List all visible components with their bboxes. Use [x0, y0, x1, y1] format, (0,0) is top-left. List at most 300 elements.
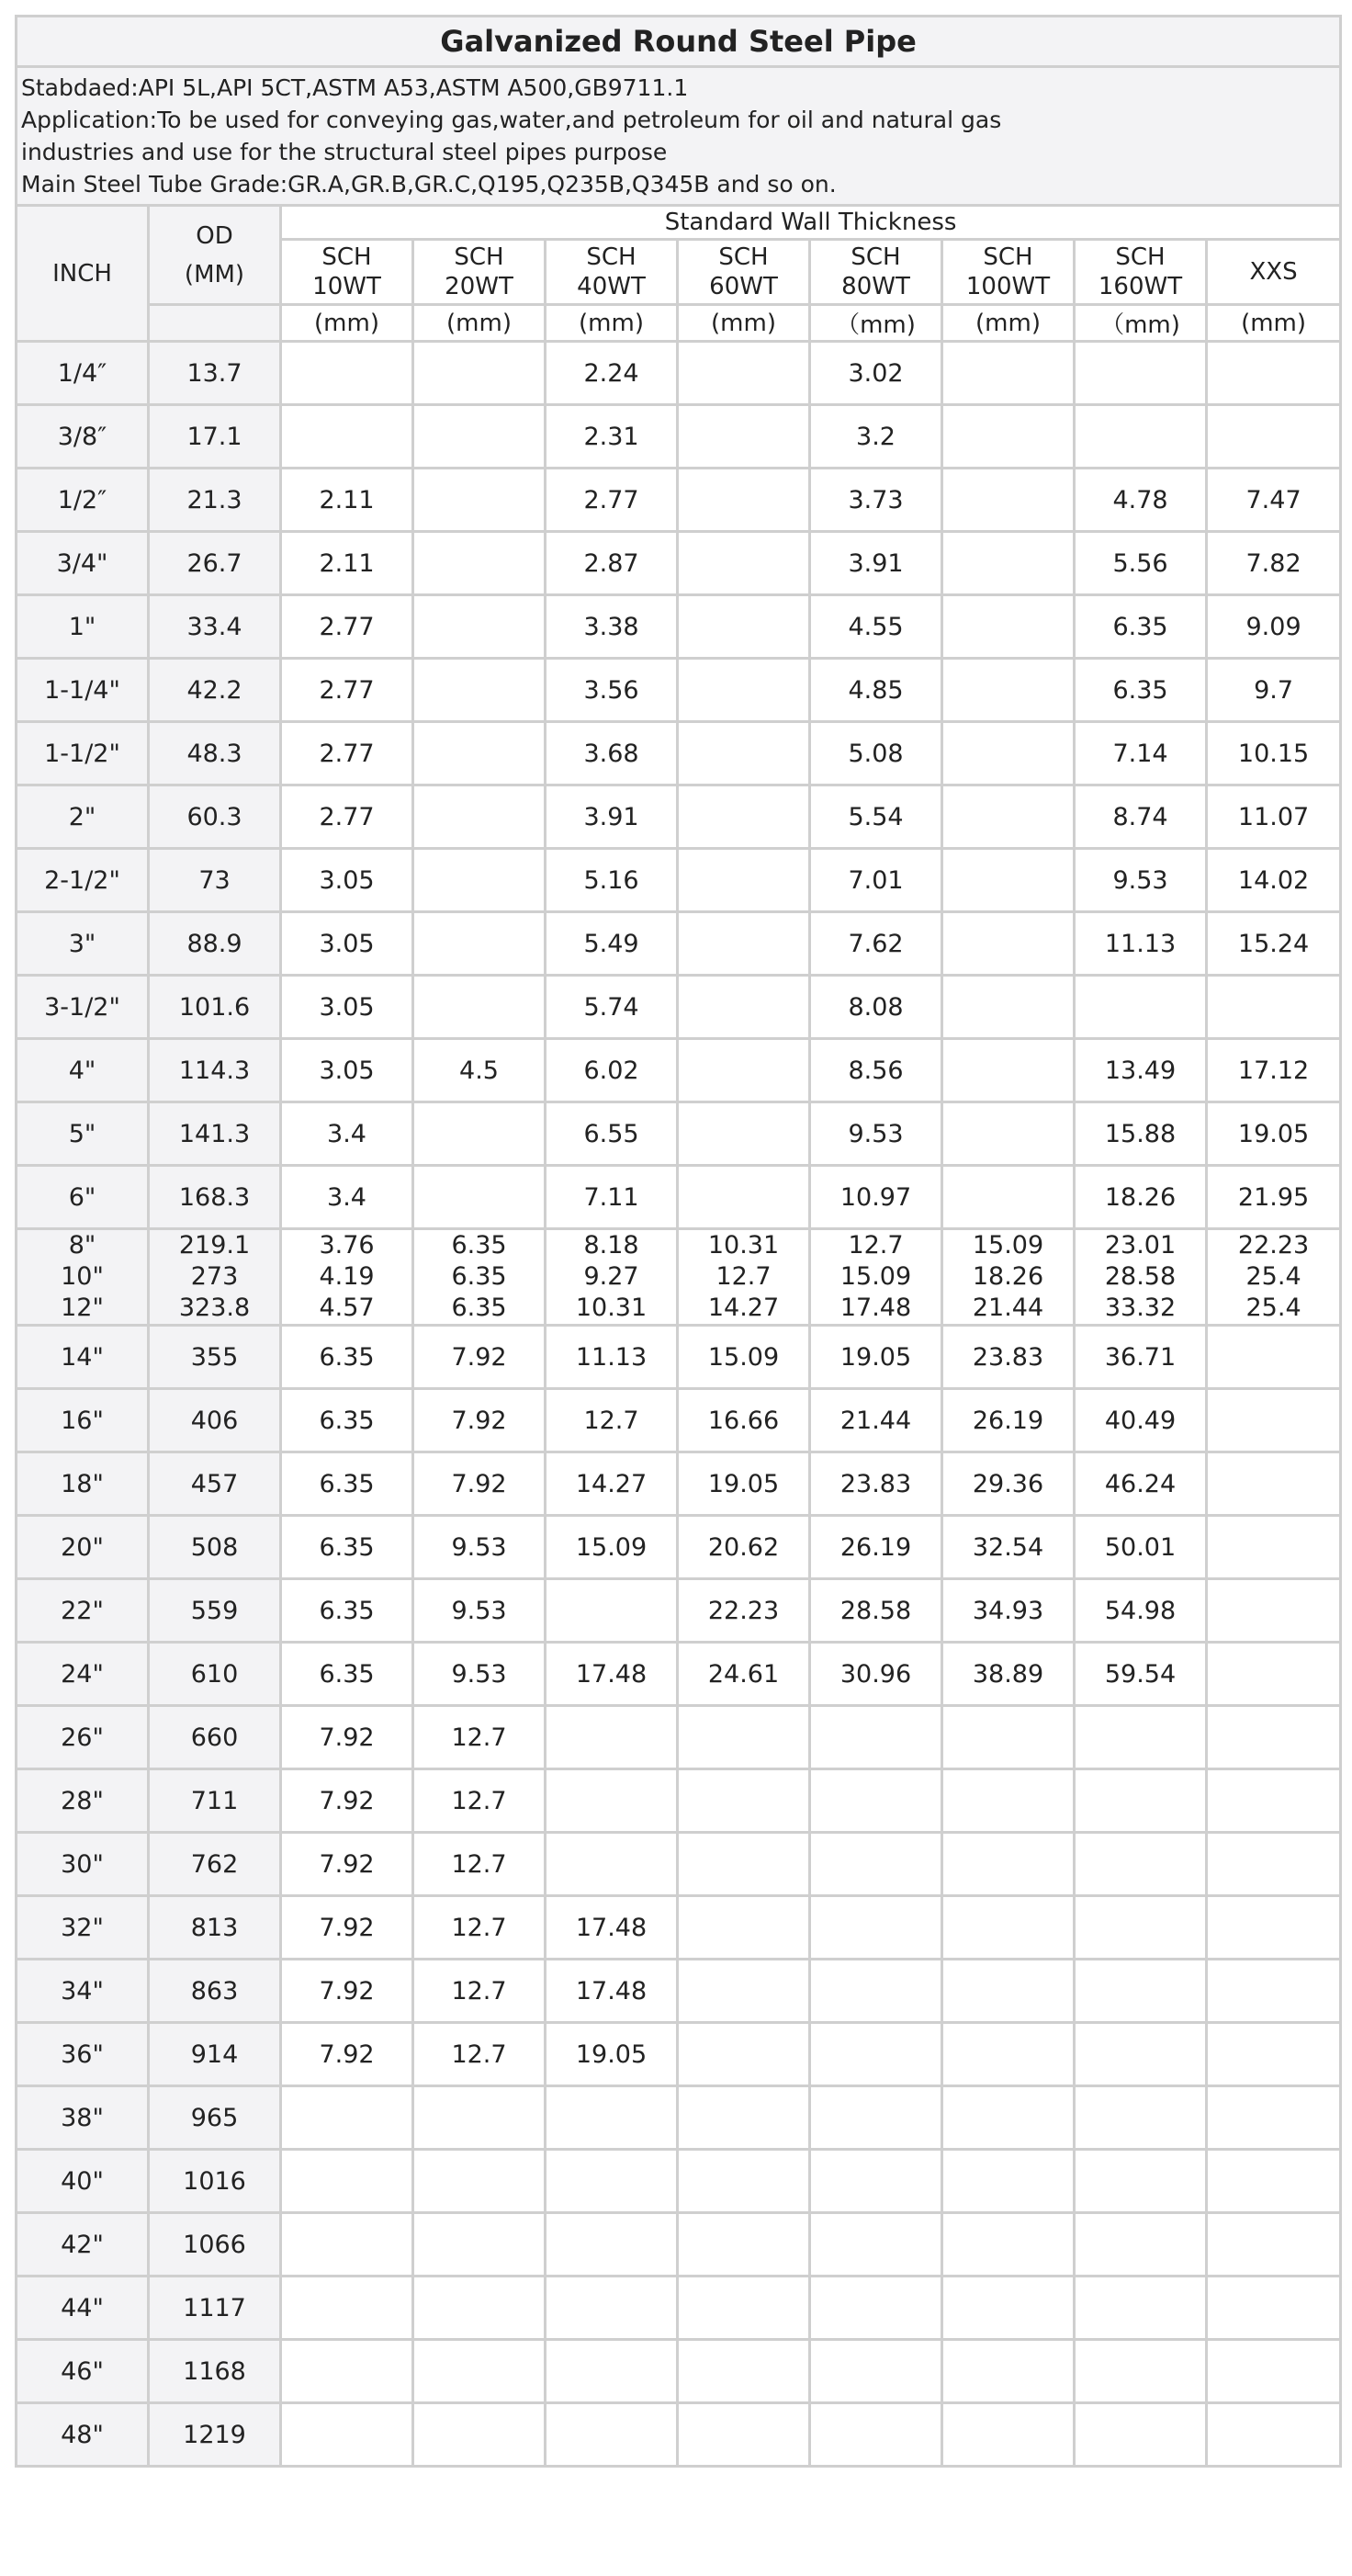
header-unit-1: (mm) [413, 305, 546, 342]
cell-thickness: 6.35 [281, 1516, 413, 1579]
spec-info [17, 67, 1341, 206]
header-schedule-top: SCH [851, 243, 901, 271]
cell-thickness [678, 1769, 810, 1833]
header-schedule-bottom: 80WT [841, 273, 910, 300]
cell-thickness [1207, 1452, 1341, 1516]
cell-thickness [1075, 976, 1207, 1039]
cell-thickness: 15.09 [942, 1229, 1075, 1262]
cell-thickness: 7.92 [281, 2023, 413, 2086]
cell-thickness: 6.35 [413, 1229, 546, 1262]
cell-thickness [810, 1769, 942, 1833]
table-row [17, 1452, 1341, 1516]
cell-inch: 28" [17, 1769, 149, 1833]
cell-thickness [1207, 405, 1341, 469]
cell-thickness: 18.26 [942, 1261, 1075, 1293]
cell-thickness: 2.77 [281, 722, 413, 785]
cell-thickness [413, 342, 546, 405]
cell-thickness: 2.77 [546, 469, 678, 532]
cell-thickness [1207, 2403, 1341, 2467]
cell-thickness [942, 849, 1075, 912]
cell-thickness [1207, 1389, 1341, 1452]
table-row [17, 2340, 1341, 2403]
cell-thickness [678, 785, 810, 849]
header-schedule-3 [678, 240, 810, 305]
cell-thickness: 8.74 [1075, 785, 1207, 849]
cell-thickness [281, 2340, 413, 2403]
cell-thickness: 25.4 [1207, 1293, 1341, 1326]
table-row [17, 1579, 1341, 1643]
header-schedule-top: SCH [454, 243, 504, 271]
cell-inch: 32" [17, 1896, 149, 1960]
cell-thickness [413, 2086, 546, 2150]
cell-thickness: 12.7 [413, 2023, 546, 2086]
table-row [17, 469, 1341, 532]
cell-thickness [413, 912, 546, 976]
cell-thickness: 10.97 [810, 1166, 942, 1229]
cell-thickness: 19.05 [678, 1452, 810, 1516]
cell-thickness [1075, 2150, 1207, 2213]
cell-inch: 44" [17, 2277, 149, 2340]
cell-thickness: 6.35 [1075, 595, 1207, 659]
cell-od: 26.7 [149, 532, 281, 595]
cell-thickness [1207, 2213, 1341, 2277]
cell-thickness [942, 1833, 1075, 1896]
cell-thickness: 34.93 [942, 1579, 1075, 1643]
cell-od: 1219 [149, 2403, 281, 2467]
cell-od: 48.3 [149, 722, 281, 785]
cell-thickness [281, 342, 413, 405]
table-row [17, 1166, 1341, 1229]
cell-thickness [1075, 1896, 1207, 1960]
cell-thickness [546, 1769, 678, 1833]
table-row [17, 1389, 1341, 1452]
cell-thickness [942, 532, 1075, 595]
table-row [17, 2277, 1341, 2340]
cell-thickness [413, 849, 546, 912]
cell-thickness: 3.91 [810, 532, 942, 595]
cell-thickness: 33.32 [1075, 1293, 1207, 1326]
cell-thickness [1207, 1833, 1341, 1896]
cell-thickness: 3.05 [281, 1039, 413, 1102]
cell-thickness [678, 849, 810, 912]
cell-thickness [1207, 1516, 1341, 1579]
cell-thickness: 4.5 [413, 1039, 546, 1102]
cell-thickness [942, 785, 1075, 849]
table-row [17, 976, 1341, 1039]
cell-thickness [942, 722, 1075, 785]
cell-thickness: 13.49 [1075, 1039, 1207, 1102]
cell-thickness: 3.05 [281, 912, 413, 976]
cell-thickness [1075, 342, 1207, 405]
cell-inch: 36" [17, 2023, 149, 2086]
cell-thickness: 12.7 [413, 1833, 546, 1896]
header-unit-6: （mm) [1075, 305, 1207, 342]
cell-thickness: 11.13 [1075, 912, 1207, 976]
cell-thickness: 17.48 [546, 1960, 678, 2023]
header-unit-3: (mm) [678, 305, 810, 342]
cell-thickness: 18.26 [1075, 1166, 1207, 1229]
cell-thickness [1075, 1960, 1207, 2023]
cell-thickness [678, 2277, 810, 2340]
cell-inch: 1/4″ [17, 342, 149, 405]
cell-od: 559 [149, 1579, 281, 1643]
cell-od: 914 [149, 2023, 281, 2086]
cell-thickness [281, 2213, 413, 2277]
header-schedule-bottom: 100WT [965, 273, 1051, 300]
cell-thickness: 5.74 [546, 976, 678, 1039]
cell-thickness: 20.62 [678, 1516, 810, 1579]
cell-inch: 34" [17, 1960, 149, 2023]
cell-thickness: 15.88 [1075, 1102, 1207, 1166]
cell-inch: 46" [17, 2340, 149, 2403]
cell-thickness [1207, 2086, 1341, 2150]
header-schedule-4 [810, 240, 942, 305]
cell-thickness: 6.35 [281, 1389, 413, 1452]
cell-inch: 1-1/4" [17, 659, 149, 722]
cell-thickness: 7.92 [281, 1769, 413, 1833]
cell-thickness [281, 405, 413, 469]
table-row [17, 1229, 1341, 1262]
table-row [17, 1102, 1341, 1166]
cell-thickness [678, 405, 810, 469]
cell-thickness: 17.12 [1207, 1039, 1341, 1102]
cell-thickness [942, 1769, 1075, 1833]
cell-thickness [1207, 1960, 1341, 2023]
cell-thickness: 2.24 [546, 342, 678, 405]
cell-thickness: 7.92 [281, 1833, 413, 1896]
cell-thickness [1207, 1706, 1341, 1769]
table-row [17, 849, 1341, 912]
cell-thickness: 15.09 [546, 1516, 678, 1579]
cell-thickness: 2.31 [546, 405, 678, 469]
table-title: Galvanized Round Steel Pipe [17, 17, 1341, 67]
cell-thickness [1075, 2023, 1207, 2086]
cell-od: 17.1 [149, 405, 281, 469]
cell-thickness [678, 2023, 810, 2086]
cell-thickness: 12.7 [413, 1960, 546, 2023]
cell-thickness: 6.35 [281, 1326, 413, 1389]
cell-inch: 18" [17, 1452, 149, 1516]
cell-thickness: 29.36 [942, 1452, 1075, 1516]
cell-thickness: 2.11 [281, 532, 413, 595]
cell-thickness: 5.16 [546, 849, 678, 912]
cell-od: 863 [149, 1960, 281, 2023]
cell-thickness [678, 1960, 810, 2023]
table-row [17, 1833, 1341, 1896]
cell-inch: 1" [17, 595, 149, 659]
cell-thickness [942, 1896, 1075, 1960]
cell-inch: 40" [17, 2150, 149, 2213]
cell-inch: 1/2″ [17, 469, 149, 532]
table-row [17, 342, 1341, 405]
cell-inch: 12" [17, 1293, 149, 1326]
cell-thickness: 5.54 [810, 785, 942, 849]
header-od-unit: (MM) [184, 260, 245, 288]
cell-thickness: 14.27 [678, 1293, 810, 1326]
cell-od: 965 [149, 2086, 281, 2150]
cell-thickness [678, 1896, 810, 1960]
cell-thickness: 46.24 [1075, 1452, 1207, 1516]
cell-od: 101.6 [149, 976, 281, 1039]
cell-thickness [678, 659, 810, 722]
cell-thickness [546, 2340, 678, 2403]
cell-thickness: 23.83 [942, 1326, 1075, 1389]
cell-thickness [942, 2023, 1075, 2086]
cell-inch: 4" [17, 1039, 149, 1102]
cell-thickness: 6.55 [546, 1102, 678, 1166]
cell-thickness: 3.38 [546, 595, 678, 659]
table-row [17, 405, 1341, 469]
table-row [17, 912, 1341, 976]
cell-thickness: 6.35 [281, 1452, 413, 1516]
cell-od: 610 [149, 1643, 281, 1706]
cell-thickness: 36.71 [1075, 1326, 1207, 1389]
header-standard-wall-thickness: Standard Wall Thickness [281, 206, 1341, 240]
cell-thickness [546, 2213, 678, 2277]
header-schedule-bottom: 10WT [312, 273, 381, 300]
cell-thickness: 12.7 [678, 1261, 810, 1293]
cell-thickness [942, 2340, 1075, 2403]
cell-thickness [810, 1706, 942, 1769]
cell-thickness: 9.53 [413, 1516, 546, 1579]
cell-thickness [1075, 1706, 1207, 1769]
cell-inch: 1-1/2" [17, 722, 149, 785]
cell-thickness [1075, 2277, 1207, 2340]
cell-thickness: 3.56 [546, 659, 678, 722]
table-row [17, 1516, 1341, 1579]
header-od-blank [149, 305, 281, 342]
cell-inch: 24" [17, 1643, 149, 1706]
cell-thickness [942, 405, 1075, 469]
cell-thickness [1207, 2277, 1341, 2340]
cell-od: 168.3 [149, 1166, 281, 1229]
cell-thickness: 7.62 [810, 912, 942, 976]
cell-thickness: 12.7 [413, 1769, 546, 1833]
cell-thickness: 22.23 [1207, 1229, 1341, 1262]
cell-thickness [942, 2150, 1075, 2213]
cell-thickness [678, 2213, 810, 2277]
cell-thickness [1075, 2340, 1207, 2403]
cell-thickness: 7.92 [413, 1452, 546, 1516]
cell-thickness: 12.7 [810, 1229, 942, 1262]
cell-thickness: 8.56 [810, 1039, 942, 1102]
header-schedule-top: SCH [321, 243, 372, 271]
cell-thickness [942, 469, 1075, 532]
cell-thickness [678, 2403, 810, 2467]
cell-thickness [413, 1102, 546, 1166]
cell-thickness: 12.7 [413, 1896, 546, 1960]
cell-thickness: 7.92 [413, 1326, 546, 1389]
table-row [17, 1039, 1341, 1102]
cell-thickness: 6.02 [546, 1039, 678, 1102]
cell-thickness: 3.4 [281, 1166, 413, 1229]
cell-thickness [942, 2213, 1075, 2277]
cell-thickness: 2.87 [546, 532, 678, 595]
pipe-spec-table [15, 15, 1342, 2468]
cell-od: 60.3 [149, 785, 281, 849]
header-od-label: OD [196, 221, 233, 250]
cell-od: 273 [149, 1261, 281, 1293]
cell-od: 1066 [149, 2213, 281, 2277]
cell-thickness: 6.35 [413, 1261, 546, 1293]
cell-thickness [942, 1960, 1075, 2023]
cell-thickness: 8.08 [810, 976, 942, 1039]
cell-od: 323.8 [149, 1293, 281, 1326]
cell-thickness: 7.92 [281, 1706, 413, 1769]
cell-inch: 3-1/2" [17, 976, 149, 1039]
cell-od: 1168 [149, 2340, 281, 2403]
cell-od: 355 [149, 1326, 281, 1389]
table-row [17, 722, 1341, 785]
header-od [149, 206, 281, 305]
cell-thickness [678, 1166, 810, 1229]
cell-od: 13.7 [149, 342, 281, 405]
cell-thickness: 40.49 [1075, 1389, 1207, 1452]
cell-thickness: 9.53 [810, 1102, 942, 1166]
table-row [17, 659, 1341, 722]
cell-thickness: 2.77 [281, 785, 413, 849]
cell-thickness: 54.98 [1075, 1579, 1207, 1643]
cell-thickness: 28.58 [810, 1579, 942, 1643]
cell-thickness: 12.7 [413, 1706, 546, 1769]
cell-od: 33.4 [149, 595, 281, 659]
cell-od: 88.9 [149, 912, 281, 976]
cell-inch: 26" [17, 1706, 149, 1769]
cell-thickness: 4.57 [281, 1293, 413, 1326]
cell-thickness [546, 1706, 678, 1769]
table-row [17, 1706, 1341, 1769]
cell-thickness: 3.91 [546, 785, 678, 849]
application-line-1: Application:To be used for conveying gas,water,and petroleum for oil and natural gas [21, 107, 1002, 133]
cell-thickness: 11.07 [1207, 785, 1341, 849]
cell-od: 1117 [149, 2277, 281, 2340]
standard-line: Stabdaed:API 5L,API 5CT,ASTM A53,ASTM A500,GB9711.1 [21, 74, 689, 101]
cell-thickness [281, 2086, 413, 2150]
cell-thickness [810, 2403, 942, 2467]
cell-inch: 3/8″ [17, 405, 149, 469]
cell-thickness [413, 2213, 546, 2277]
cell-thickness [810, 2150, 942, 2213]
cell-thickness [678, 532, 810, 595]
cell-thickness: 7.82 [1207, 532, 1341, 595]
cell-inch: 30" [17, 1833, 149, 1896]
cell-thickness: 59.54 [1075, 1643, 1207, 1706]
cell-thickness [413, 469, 546, 532]
cell-thickness: 9.09 [1207, 595, 1341, 659]
cell-thickness [413, 1166, 546, 1229]
header-unit-2: (mm) [546, 305, 678, 342]
cell-thickness [1075, 1833, 1207, 1896]
cell-thickness: 4.19 [281, 1261, 413, 1293]
cell-thickness [1207, 1896, 1341, 1960]
cell-thickness: 3.76 [281, 1229, 413, 1262]
cell-thickness: 9.53 [413, 1643, 546, 1706]
cell-thickness [678, 1039, 810, 1102]
cell-thickness: 4.78 [1075, 469, 1207, 532]
cell-thickness: 21.95 [1207, 1166, 1341, 1229]
table-row [17, 1643, 1341, 1706]
cell-od: 1016 [149, 2150, 281, 2213]
table-row [17, 595, 1341, 659]
cell-od: 508 [149, 1516, 281, 1579]
table-row [17, 1960, 1341, 2023]
cell-inch: 3" [17, 912, 149, 976]
table-row [17, 1261, 1341, 1293]
cell-thickness: 5.08 [810, 722, 942, 785]
cell-thickness: 21.44 [810, 1389, 942, 1452]
pipe-spec-document [15, 15, 1339, 2468]
table-row [17, 1896, 1341, 1960]
cell-thickness: 3.05 [281, 849, 413, 912]
cell-inch: 6" [17, 1166, 149, 1229]
header-schedule-bottom: 60WT [709, 273, 778, 300]
table-row [17, 532, 1341, 595]
cell-inch: 5" [17, 1102, 149, 1166]
cell-thickness: 17.48 [546, 1896, 678, 1960]
cell-thickness [413, 659, 546, 722]
cell-thickness: 15.09 [810, 1261, 942, 1293]
cell-thickness: 7.11 [546, 1166, 678, 1229]
cell-thickness: 3.05 [281, 976, 413, 1039]
cell-thickness: 9.53 [413, 1579, 546, 1643]
cell-od: 711 [149, 1769, 281, 1833]
cell-thickness [810, 1960, 942, 2023]
cell-thickness: 17.48 [546, 1643, 678, 1706]
cell-thickness [810, 1833, 942, 1896]
cell-thickness: 50.01 [1075, 1516, 1207, 1579]
cell-thickness [942, 2086, 1075, 2150]
grade-line: Main Steel Tube Grade:GR.A,GR.B,GR.C,Q195,Q235B,Q345B and so on. [21, 171, 837, 198]
cell-od: 42.2 [149, 659, 281, 722]
cell-thickness [810, 2340, 942, 2403]
cell-thickness: 2.11 [281, 469, 413, 532]
header-schedule-top: SCH [586, 243, 637, 271]
cell-od: 813 [149, 1896, 281, 1960]
cell-thickness [546, 1579, 678, 1643]
cell-thickness [1207, 2150, 1341, 2213]
cell-od: 21.3 [149, 469, 281, 532]
cell-thickness [942, 659, 1075, 722]
table-row [17, 2150, 1341, 2213]
cell-thickness [678, 912, 810, 976]
cell-thickness: 26.19 [810, 1516, 942, 1579]
cell-thickness: 10.31 [546, 1293, 678, 1326]
cell-thickness: 7.92 [413, 1389, 546, 1452]
cell-thickness: 3.68 [546, 722, 678, 785]
cell-thickness: 6.35 [281, 1579, 413, 1643]
cell-thickness [413, 785, 546, 849]
header-unit-0: (mm) [281, 305, 413, 342]
cell-thickness: 15.09 [678, 1326, 810, 1389]
cell-thickness: 3.02 [810, 342, 942, 405]
cell-thickness [942, 2403, 1075, 2467]
cell-thickness: 7.01 [810, 849, 942, 912]
cell-thickness [1075, 405, 1207, 469]
cell-thickness [678, 2340, 810, 2403]
table-row [17, 2023, 1341, 2086]
cell-thickness: 21.44 [942, 1293, 1075, 1326]
cell-thickness [546, 2277, 678, 2340]
cell-thickness [546, 2086, 678, 2150]
cell-thickness [942, 1039, 1075, 1102]
cell-thickness: 32.54 [942, 1516, 1075, 1579]
cell-thickness: 6.35 [281, 1643, 413, 1706]
cell-thickness [942, 1706, 1075, 1769]
cell-inch: 20" [17, 1516, 149, 1579]
cell-thickness [678, 342, 810, 405]
cell-thickness: 9.27 [546, 1261, 678, 1293]
cell-thickness: 22.23 [678, 1579, 810, 1643]
